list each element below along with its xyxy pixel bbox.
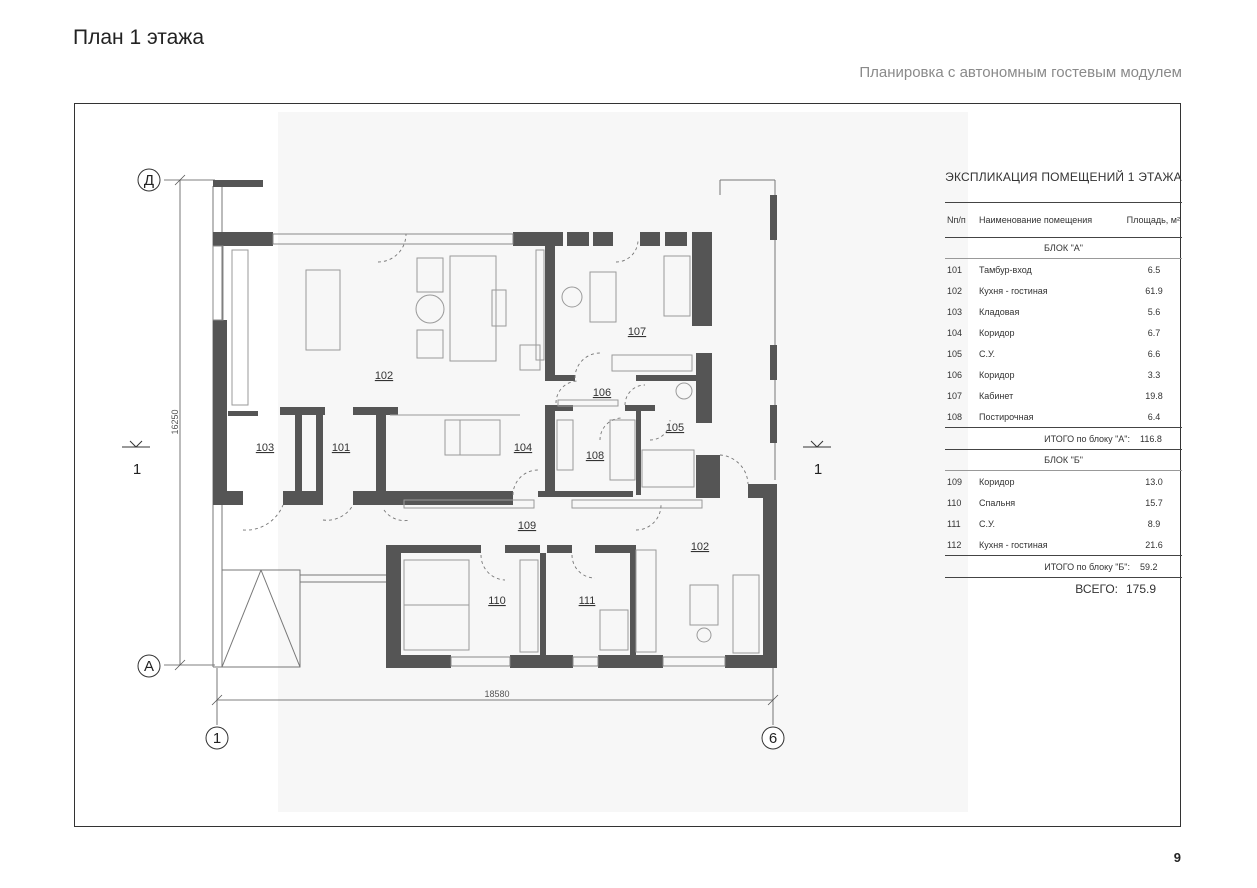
dimension-vertical: 16250 bbox=[170, 409, 180, 435]
row-name: Кладовая bbox=[979, 306, 1020, 317]
section-label-left: 1 bbox=[132, 461, 142, 478]
block-b-header: БЛОК "Б" bbox=[945, 450, 1182, 471]
row-number: 107 bbox=[947, 390, 963, 401]
row-area: 3.3 bbox=[1147, 369, 1161, 380]
column-header-number: Nп/п bbox=[947, 215, 966, 225]
row-area: 5.6 bbox=[1147, 306, 1161, 317]
row-name: Кухня - гостиная bbox=[979, 285, 1048, 296]
table-row bbox=[945, 364, 1182, 385]
table-row bbox=[945, 534, 1182, 555]
block-b-total-label: ИТОГО по блоку "Б": bbox=[1044, 561, 1130, 572]
row-area: 13.0 bbox=[1145, 476, 1163, 487]
axis-marker-right bbox=[762, 727, 784, 749]
row-name: С.У. bbox=[979, 348, 996, 359]
row-area: 8.9 bbox=[1147, 518, 1161, 529]
row-area: 6.5 bbox=[1147, 264, 1161, 275]
grand-total-label: ВСЕГО: bbox=[1075, 582, 1118, 596]
row-area: 19.8 bbox=[1145, 390, 1163, 401]
axis-marker-top bbox=[138, 169, 160, 191]
row-number: 109 bbox=[947, 476, 963, 487]
table-row bbox=[945, 471, 1182, 492]
row-name: Коридор bbox=[979, 476, 1015, 487]
page-number: 9 bbox=[1173, 850, 1181, 865]
column-header-name: Наименование помещения bbox=[979, 215, 1093, 225]
table-row bbox=[945, 322, 1182, 343]
row-name: Коридор bbox=[979, 369, 1015, 380]
row-number: 102 bbox=[947, 285, 963, 296]
axis-label-bottom: А bbox=[143, 658, 155, 675]
room-label-107: 107 bbox=[627, 326, 647, 338]
row-name: Спальня bbox=[979, 497, 1016, 508]
row-area: 6.4 bbox=[1147, 411, 1161, 422]
block-a-total-value: 116.8 bbox=[1140, 433, 1162, 444]
room-label-103: 103 bbox=[255, 442, 275, 454]
row-number: 101 bbox=[947, 264, 963, 275]
row-number: 112 bbox=[947, 539, 962, 550]
row-number: 111 bbox=[947, 518, 961, 529]
row-name: Коридор bbox=[979, 327, 1015, 338]
room-label-110: 110 bbox=[488, 595, 506, 607]
axis-label-top: Д bbox=[143, 172, 155, 189]
row-name: Кабинет bbox=[979, 390, 1014, 401]
explication-table bbox=[945, 170, 1182, 600]
table-row bbox=[945, 406, 1182, 427]
row-area: 6.6 bbox=[1147, 348, 1161, 359]
room-label-109: 109 bbox=[517, 520, 537, 532]
row-area: 15.7 bbox=[1145, 497, 1163, 508]
axis-marker-left bbox=[206, 727, 228, 749]
room-label-106: 106 bbox=[592, 387, 612, 399]
row-number: 106 bbox=[947, 369, 963, 380]
block-a-total-label: ИТОГО по блоку "А": bbox=[1044, 433, 1130, 444]
block-b-total bbox=[945, 555, 1182, 578]
dimension-horizontal: 18580 bbox=[484, 689, 510, 699]
table-row bbox=[945, 513, 1182, 534]
grand-total bbox=[945, 578, 1182, 600]
section-label-right: 1 bbox=[813, 461, 823, 478]
table-row bbox=[945, 280, 1182, 301]
room-label-111: 111 bbox=[578, 595, 596, 607]
row-number: 104 bbox=[947, 327, 963, 338]
room-label-105: 105 bbox=[665, 422, 685, 434]
column-header-area: Площадь, м² bbox=[1126, 215, 1180, 225]
room-label-102-b: 102 bbox=[690, 541, 710, 553]
row-area: 21.6 bbox=[1145, 539, 1163, 550]
table-row bbox=[945, 385, 1182, 406]
explication-header bbox=[945, 202, 1182, 238]
row-name: Тамбур-вход bbox=[979, 264, 1032, 275]
row-area: 61.9 bbox=[1145, 285, 1163, 296]
row-area: 6.7 bbox=[1147, 327, 1161, 338]
row-name: Постирочная bbox=[979, 411, 1034, 422]
room-label-101: 101 bbox=[331, 442, 351, 454]
row-name: Кухня - гостиная bbox=[979, 539, 1048, 550]
row-number: 108 bbox=[947, 411, 963, 422]
axis-label-right: 6 bbox=[768, 730, 778, 747]
row-number: 103 bbox=[947, 306, 963, 317]
page-title: План 1 этажа bbox=[73, 26, 205, 49]
grand-total-value: 175.9 bbox=[1126, 582, 1157, 596]
axis-marker-bottom bbox=[138, 655, 160, 677]
block-a-total bbox=[945, 427, 1182, 450]
row-name: С.У. bbox=[979, 518, 996, 529]
table-row bbox=[945, 492, 1182, 513]
block-a-header: БЛОК "А" bbox=[945, 238, 1182, 259]
axis-label-left: 1 bbox=[212, 730, 222, 747]
block-b-total-value: 59.2 bbox=[1140, 561, 1158, 572]
row-number: 110 bbox=[947, 497, 962, 508]
table-row bbox=[945, 259, 1182, 280]
room-label-104: 104 bbox=[513, 442, 533, 454]
room-label-108: 108 bbox=[585, 450, 605, 462]
section-mark-left bbox=[122, 441, 150, 447]
table-row bbox=[945, 301, 1182, 322]
room-label-102: 102 bbox=[374, 370, 394, 382]
table-row bbox=[945, 343, 1182, 364]
explication-title: ЭКСПЛИКАЦИЯ ПОМЕЩЕНИЙ 1 ЭТАЖА bbox=[945, 170, 1182, 184]
row-number: 105 bbox=[947, 348, 963, 359]
page-subtitle: Планировка с автономным гостевым модулем bbox=[859, 64, 1182, 81]
